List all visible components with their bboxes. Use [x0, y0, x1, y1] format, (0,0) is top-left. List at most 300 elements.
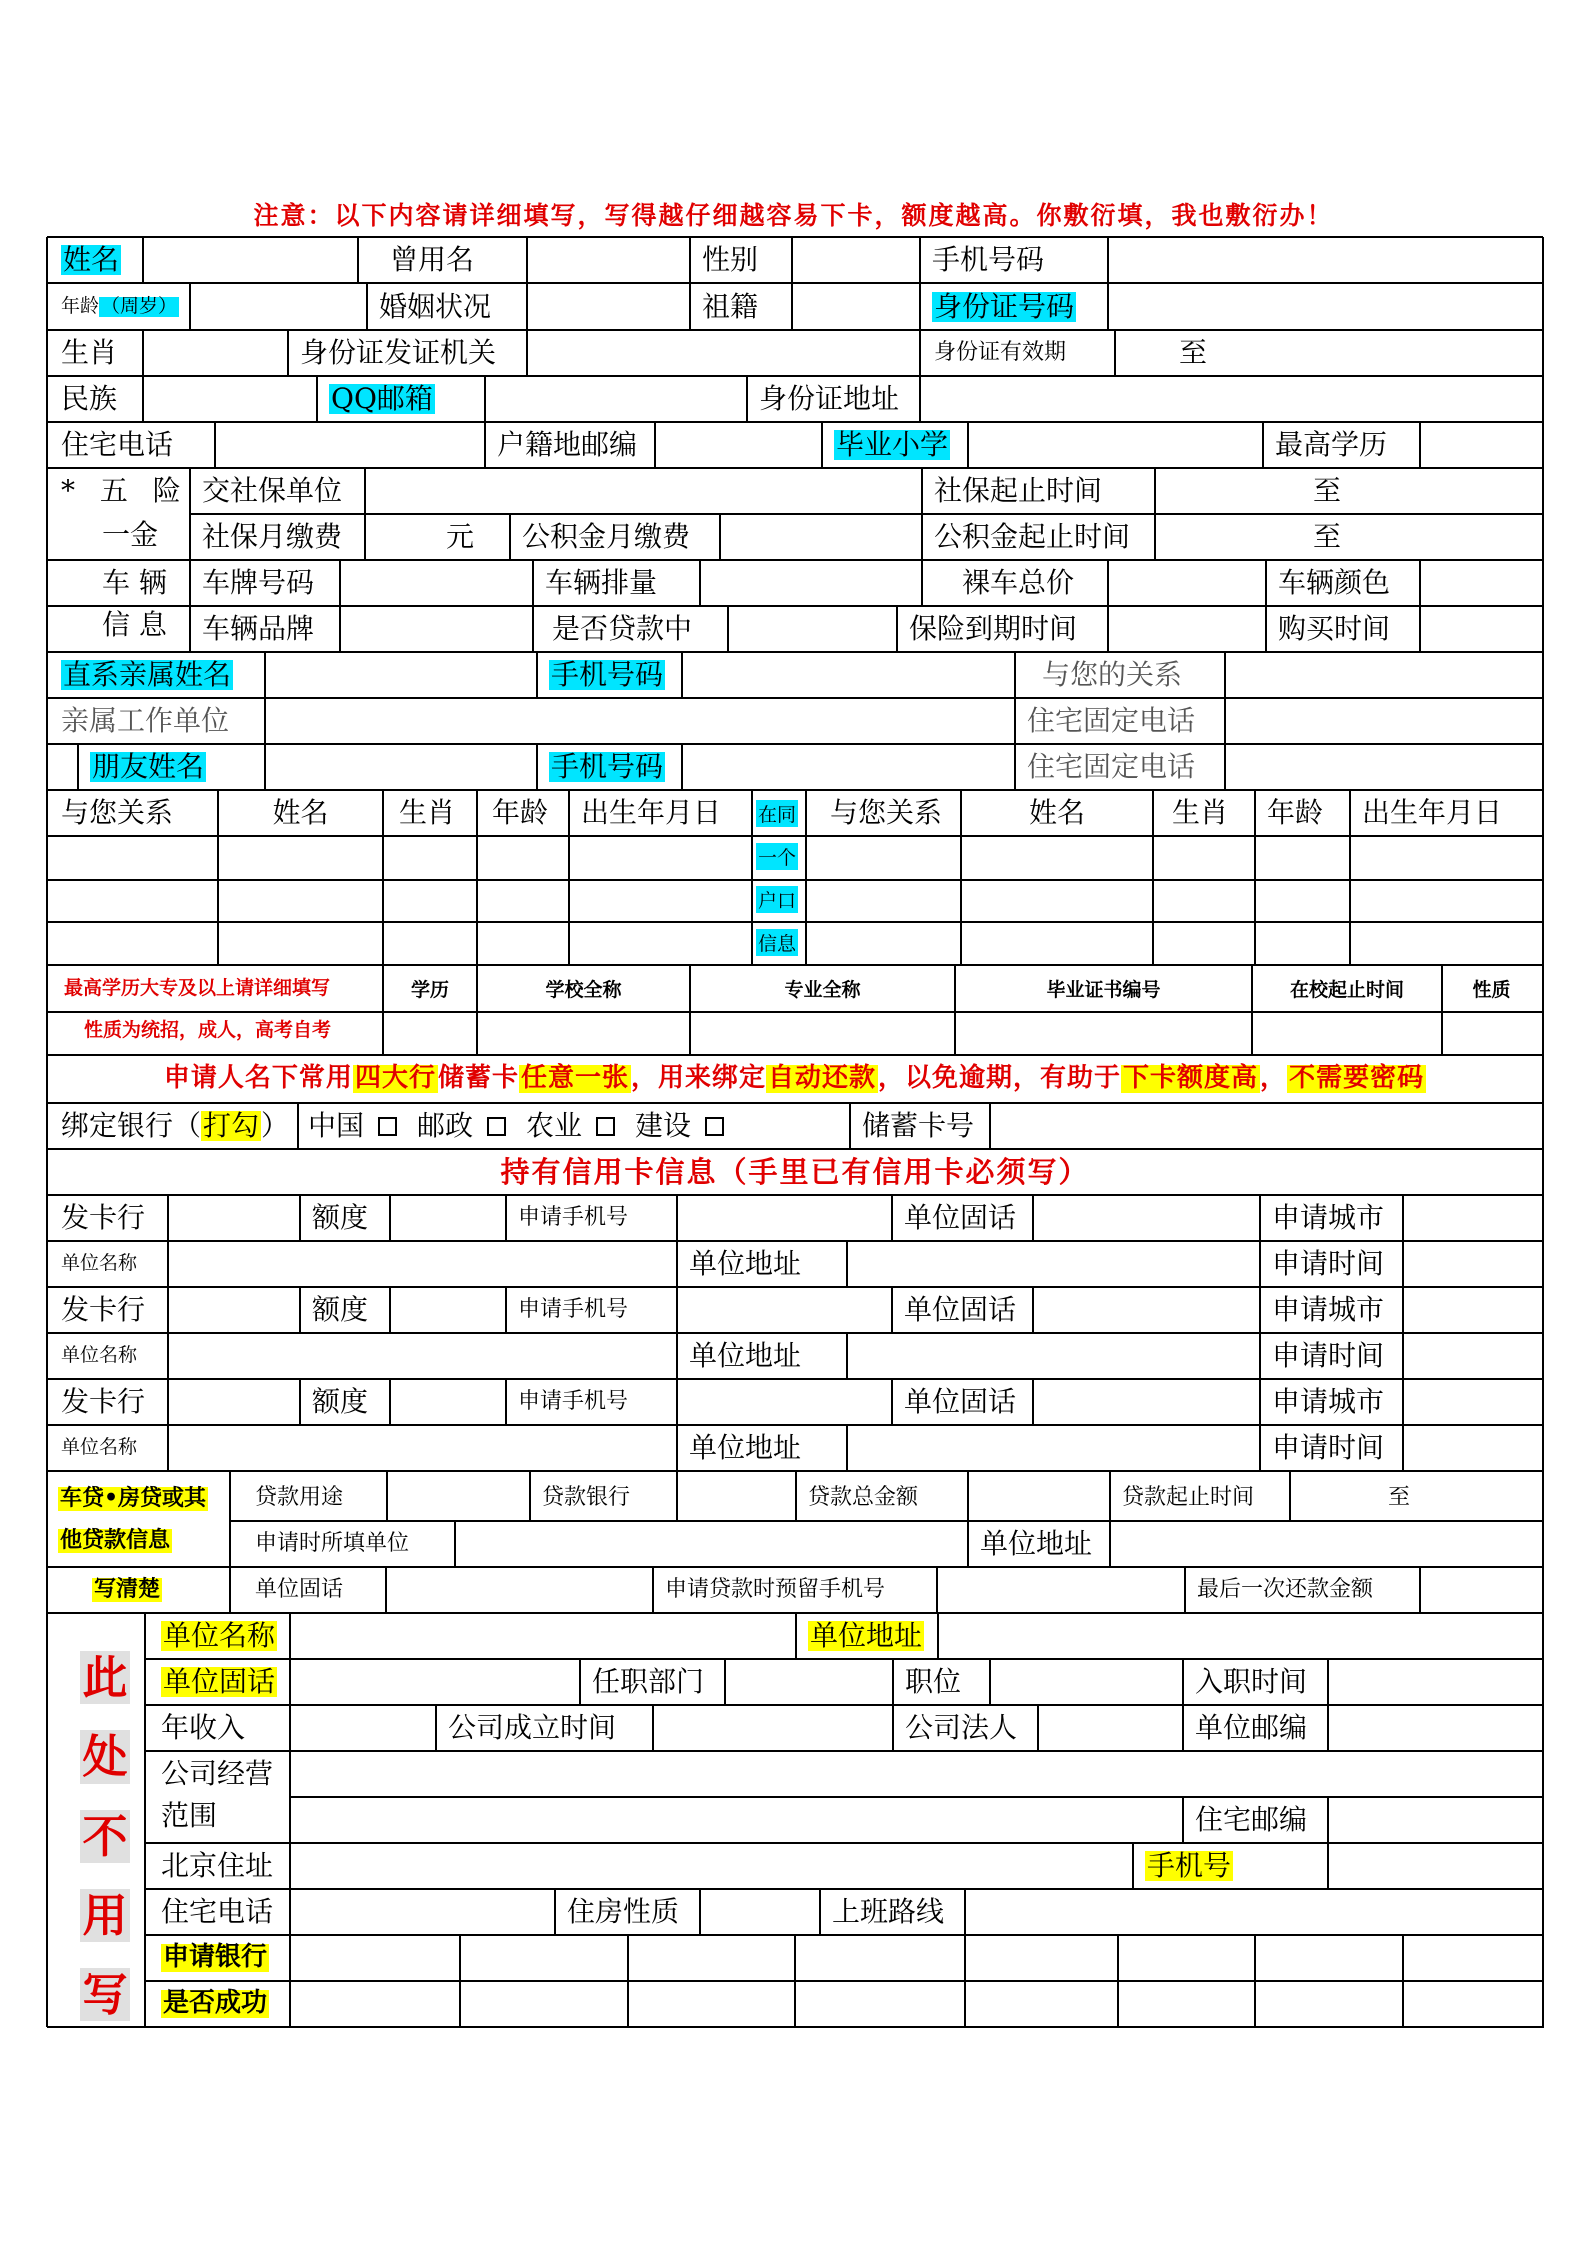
- cc3-limit-label: 额度: [312, 1385, 369, 1419]
- grid-line: [1184, 1567, 1186, 1613]
- office-work-phone-label: [149, 1659, 277, 1705]
- office-beijing-address-label: 北京住址: [161, 1849, 274, 1883]
- office-company-text: 单位名称: [163, 1619, 276, 1653]
- grid-line: [1265, 606, 1267, 652]
- grid-line: [144, 1613, 146, 2027]
- grid-line: [919, 330, 921, 376]
- loan-apply-employer-label: 申请时所填单位: [255, 1531, 410, 1557]
- grid-line: [676, 1379, 678, 1425]
- grid-line: [1327, 1705, 1329, 1751]
- grid-line: [297, 1103, 299, 1149]
- grid-line: [364, 468, 366, 514]
- cc2-apply-time-label: 申请时间: [1272, 1339, 1385, 1373]
- grid-line: [919, 237, 921, 283]
- grid-line: [47, 697, 1543, 699]
- grid-line: [47, 1424, 1543, 1426]
- former-name-label: 曾用名: [390, 243, 475, 277]
- grid-line: [554, 1889, 556, 1935]
- grid-line: [289, 1705, 291, 1751]
- cc2-city-label: 申请城市: [1272, 1293, 1385, 1327]
- grid-line: [536, 744, 538, 790]
- grid-line: [676, 1333, 678, 1379]
- grid-line: [47, 1566, 1543, 1568]
- grid-line: [299, 1195, 301, 1241]
- grid-line: [1402, 1425, 1404, 1471]
- edu-header-degree: 学历: [410, 979, 449, 1002]
- grid-line: [47, 1332, 1543, 1334]
- bank-youzheng-label: 邮政: [417, 1109, 474, 1143]
- grid-line: [214, 422, 216, 468]
- grid-line: [339, 606, 341, 652]
- grid-line: [47, 1011, 1543, 1013]
- office-address-label: [796, 1613, 924, 1659]
- grid-line: [846, 1241, 848, 1287]
- grid-line: [1117, 1935, 1119, 2027]
- bank-options: [298, 1103, 744, 1149]
- grid-line: [264, 652, 266, 698]
- grid-line: [1259, 1333, 1261, 1379]
- cc1-apply-time-label: 申请时间: [1272, 1247, 1385, 1281]
- grid-line: [290, 1796, 1543, 1798]
- grid-line: [47, 1378, 1543, 1380]
- grid-line: [47, 651, 1543, 653]
- insurance-section-1: * 五 险: [61, 474, 189, 508]
- bind-bank-label: [49, 1103, 289, 1149]
- office-home-postcode-label: 住宅邮编: [1195, 1803, 1308, 1837]
- insurance-period-to: 至: [1312, 474, 1341, 508]
- grid-line: [476, 790, 478, 965]
- grid-line: [967, 1521, 969, 1567]
- grid-line: [190, 513, 1543, 515]
- id-validity-to: 至: [1178, 336, 1207, 370]
- cc1-city-label: 申请城市: [1272, 1201, 1385, 1235]
- grid-line: [526, 283, 528, 330]
- grid-line: [230, 1520, 1543, 1522]
- grid-line: [47, 1054, 1543, 1056]
- fund-period-label: 公积金起止时间: [934, 520, 1131, 554]
- name-field[interactable]: [143, 237, 358, 283]
- insurance-section-2: 一金: [102, 518, 159, 552]
- loan-section-2: [58, 1520, 172, 1562]
- edu-header-nature: 性质: [1472, 979, 1511, 1002]
- household-middle-4: 信息: [756, 929, 798, 956]
- office-apply-bank-text: 申请银行: [163, 1942, 268, 1973]
- relative-name-text: 直系亲属姓名: [63, 658, 232, 692]
- loan-apply-mobile-label: 申请贷款时预留手机号: [665, 1577, 886, 1603]
- friend-home-phone-label: 住宅固定电话: [1027, 750, 1196, 784]
- bank-jianshe-checkbox[interactable]: [705, 1117, 724, 1136]
- grid-line: [189, 560, 191, 652]
- debit-p1: 申请人名下常用: [163, 1063, 353, 1094]
- household-header-birth-right: 出生年月日: [1362, 796, 1503, 830]
- relative-employer-label: 亲属工作单位: [61, 704, 230, 738]
- office-position-label: 职位: [905, 1665, 962, 1699]
- grid-line: [47, 329, 1543, 331]
- office-note-char-3: 不: [82, 1809, 128, 1863]
- office-scope-label-1: 公司经营: [161, 1757, 274, 1791]
- qq-email-text: QQ邮箱: [331, 382, 433, 416]
- grid-line: [896, 606, 898, 652]
- grid-line: [47, 559, 1543, 561]
- grid-line: [989, 1659, 991, 1705]
- grid-line: [299, 1379, 301, 1425]
- office-note-char-5: 写: [82, 1968, 128, 2021]
- grid-line: [167, 1425, 169, 1471]
- grid-line: [1224, 744, 1226, 790]
- edu-header-period: 在校起止时间: [1289, 979, 1404, 1002]
- grid-line: [676, 1287, 678, 1333]
- household-header-zodiac-right: 生肖: [1172, 796, 1229, 830]
- grid-line: [509, 514, 511, 560]
- grid-line: [167, 1287, 169, 1333]
- grid-line: [846, 1425, 848, 1471]
- grid-line: [47, 1194, 1543, 1196]
- insurance-monthly-label: 社保月缴费: [202, 520, 343, 554]
- office-income-label: 年收入: [161, 1711, 246, 1745]
- grid-line: [1402, 1195, 1404, 1241]
- bank-jianshe-label: 建设: [635, 1109, 692, 1143]
- grid-line: [652, 1567, 654, 1613]
- grid-line: [145, 1980, 1543, 1982]
- loan-section-1: [58, 1478, 208, 1520]
- grid-line: [681, 744, 683, 790]
- education-note-1: 最高学历大专及以上请详细填写: [64, 977, 331, 1000]
- household-middle-label: [752, 792, 802, 964]
- id-number-label: [920, 284, 1076, 330]
- grid-line: [454, 1521, 456, 1567]
- grid-line: [529, 1471, 531, 1521]
- loan-section-3-text: 写清楚: [94, 1576, 161, 1603]
- grid-line: [1327, 1659, 1329, 1705]
- id-issuer-label: 身份证发证机关: [300, 336, 497, 370]
- gender-label: 性别: [702, 243, 759, 277]
- grid-line: [689, 283, 691, 330]
- grid-line: [1327, 1797, 1329, 1843]
- office-scope-label-2: 范围: [161, 1799, 218, 1833]
- cc1-issuer-label: 发卡行: [61, 1201, 146, 1235]
- debit-p4: 任意一张: [520, 1063, 629, 1094]
- grid-line: [1419, 606, 1421, 652]
- bank-zhongguo-checkbox[interactable]: [378, 1117, 397, 1136]
- grid-line: [1349, 790, 1351, 965]
- grid-line: [751, 790, 753, 965]
- grid-line: [921, 560, 923, 606]
- loan-total-label: 贷款总金额: [808, 1485, 919, 1511]
- bind-bank-text: 绑定银行（: [61, 1109, 202, 1143]
- grid-line: [77, 744, 79, 790]
- office-apply-bank-label: [149, 1935, 269, 1981]
- grid-line: [264, 698, 266, 744]
- grid-line: [791, 237, 793, 283]
- grid-line: [1014, 744, 1016, 790]
- grid-line: [167, 1333, 169, 1379]
- grid-line: [1182, 1797, 1184, 1843]
- grid-line: [357, 237, 359, 283]
- loan-period-to: 至: [1387, 1485, 1410, 1511]
- grid-line: [794, 1935, 796, 2027]
- grid-line: [579, 1659, 581, 1705]
- native-place-label: 祖籍: [702, 290, 759, 324]
- grid-line: [892, 1705, 894, 1751]
- grid-line: [299, 1287, 301, 1333]
- friend-mobile-text: 手机号码: [551, 750, 664, 784]
- savings-card-label: 储蓄卡号: [862, 1109, 975, 1143]
- bank-nongye-label: 农业: [526, 1109, 583, 1143]
- relative-name-label: [49, 652, 233, 698]
- grid-line: [676, 1195, 678, 1241]
- grid-line: [964, 1935, 966, 2027]
- grid-line: [382, 965, 384, 1055]
- office-founded-label: 公司成立时间: [448, 1711, 617, 1745]
- age-text: 年龄: [61, 295, 100, 318]
- debit-p3: 储蓄卡: [437, 1063, 519, 1094]
- grid-line: [476, 965, 478, 1055]
- bank-zhongguo-label: 中国: [308, 1109, 365, 1143]
- grid-line: [459, 1935, 461, 2027]
- cc1-company-address-label: 单位地址: [689, 1247, 802, 1281]
- office-note-char-4: 用: [82, 1888, 128, 1942]
- grid-line: [46, 237, 48, 2027]
- grid-line: [1265, 560, 1267, 606]
- household-header-zodiac-left: 生肖: [399, 796, 456, 830]
- grid-line: [167, 1241, 169, 1287]
- name-label: [49, 237, 121, 283]
- grid-line: [1441, 965, 1443, 1055]
- grid-line: [389, 1379, 391, 1425]
- office-address-text: 单位地址: [810, 1619, 923, 1653]
- grid-line: [47, 1286, 1543, 1288]
- grid-line: [724, 1659, 726, 1705]
- grid-line: [389, 1287, 391, 1333]
- vehicle-section-1: 车 辆: [102, 566, 167, 600]
- displacement-label: 车辆排量: [545, 566, 658, 600]
- grid-line: [892, 1659, 894, 1705]
- debit-p6: 自动还款: [768, 1063, 877, 1094]
- grid-line: [699, 560, 701, 606]
- grid-line: [1132, 1843, 1134, 1889]
- grid-line: [937, 1613, 939, 1659]
- grid-line: [989, 1103, 991, 1149]
- grid-line: [1402, 1379, 1404, 1425]
- grid-line: [1327, 1843, 1329, 1889]
- grid-line: [145, 1750, 1543, 1752]
- grid-line: [1114, 330, 1116, 376]
- grid-line: [1224, 652, 1226, 698]
- grid-line: [891, 1287, 893, 1333]
- grid-line: [699, 1889, 701, 1935]
- grid-line: [681, 652, 683, 698]
- grid-line: [676, 1241, 678, 1287]
- grid-line: [526, 330, 528, 376]
- grid-line: [795, 1471, 797, 1521]
- grid-line: [967, 422, 969, 468]
- bank-youzheng-checkbox[interactable]: [487, 1117, 506, 1136]
- education-note-2: 性质为统招，成人，高考自考: [84, 1019, 332, 1042]
- grid-line: [1542, 237, 1544, 2027]
- debit-p10: 不需要密码: [1289, 1063, 1425, 1094]
- id-number-text: 身份证号码: [934, 290, 1075, 324]
- cc3-apply-mobile-label: 申请手机号: [518, 1389, 629, 1415]
- marital-label: 婚姻状况: [379, 290, 492, 324]
- grid-line: [1259, 1379, 1261, 1425]
- grid-line: [1254, 1935, 1256, 2027]
- age-unit: （周岁）: [101, 295, 178, 318]
- grid-line: [1259, 1287, 1261, 1333]
- household-header-age-right: 年龄: [1267, 796, 1324, 830]
- bank-nongye-checkbox[interactable]: [596, 1117, 615, 1136]
- grid-line: [1259, 1195, 1261, 1241]
- household-middle-2: 一个: [756, 843, 798, 870]
- ethnicity-label: 民族: [61, 382, 118, 416]
- grid-line: [921, 514, 923, 560]
- household-header-relation-right: 与您关系: [830, 796, 943, 830]
- household-middle-1: 在同: [756, 800, 798, 827]
- grid-line: [1402, 1241, 1404, 1287]
- grid-line: [795, 1613, 797, 1659]
- grid-line: [964, 1889, 966, 1935]
- grid-line: [627, 1935, 629, 2027]
- loan-purpose-label: 贷款用途: [255, 1485, 344, 1511]
- office-work-phone-text: 单位固话: [163, 1665, 276, 1699]
- grid-line: [142, 237, 144, 283]
- grid-line: [954, 965, 956, 1055]
- grid-line: [676, 1471, 678, 1521]
- grid-line: [484, 376, 486, 422]
- cc2-company-label: 单位名称: [61, 1344, 138, 1367]
- grid-line: [921, 468, 923, 514]
- grid-line: [568, 790, 570, 965]
- edu-header-certificate: 毕业证书编号: [1046, 979, 1161, 1002]
- grid-line: [1262, 422, 1264, 468]
- relative-home-phone-label: 住宅固定电话: [1027, 704, 1196, 738]
- education-label: 最高学历: [1275, 428, 1388, 462]
- grid-line: [189, 283, 191, 330]
- grid-line: [47, 375, 1543, 377]
- grid-line: [1032, 1287, 1034, 1333]
- grid-line: [47, 282, 1543, 284]
- grid-line: [289, 1659, 291, 1705]
- friend-name-text: 朋友姓名: [92, 750, 205, 784]
- office-note-char-1: 此: [82, 1651, 128, 1704]
- office-legal-rep-label: 公司法人: [905, 1711, 1018, 1745]
- grid-line: [689, 237, 691, 283]
- cc3-city-label: 申请城市: [1272, 1385, 1385, 1419]
- grid-line: [1037, 1705, 1039, 1751]
- grid-line: [47, 879, 1543, 881]
- office-company-label: [149, 1613, 277, 1659]
- grid-line: [849, 1103, 851, 1149]
- grid-line: [1107, 283, 1109, 330]
- grid-line: [1251, 965, 1253, 1055]
- office-use-note: [80, 1638, 130, 2034]
- grid-line: [1182, 1705, 1184, 1751]
- grid-line: [676, 1425, 678, 1471]
- grid-line: [967, 1471, 969, 1521]
- grid-line: [891, 1195, 893, 1241]
- loan-section-1-text: 车贷•房贷或其: [60, 1485, 207, 1512]
- cc1-limit-label: 额度: [312, 1201, 369, 1235]
- grid-line: [1032, 1195, 1034, 1241]
- household-header-name-left: 姓名: [272, 796, 329, 830]
- grid-line: [1259, 1241, 1261, 1287]
- loan-section-2-text: 他贷款信息: [60, 1527, 171, 1554]
- cc3-company-address-label: 单位地址: [689, 1431, 802, 1465]
- grid-line: [791, 283, 793, 330]
- grid-line: [654, 422, 656, 468]
- color-label: 车辆颜色: [1278, 566, 1391, 600]
- grid-line: [145, 1658, 1543, 1660]
- grid-line: [264, 744, 266, 790]
- grid-line: [891, 1379, 893, 1425]
- grid-line: [47, 835, 1543, 837]
- loan-bank-label: 贷款银行: [542, 1485, 631, 1511]
- office-note-char-2: 处: [82, 1730, 128, 1784]
- grid-line: [1402, 1287, 1404, 1333]
- grid-line: [287, 330, 289, 376]
- id-validity-label: 身份证有效期: [934, 340, 1067, 366]
- name-text: 姓名: [63, 243, 120, 277]
- grid-line: [505, 1195, 507, 1241]
- grid-line: [1154, 514, 1156, 560]
- cc1-work-phone-label: 单位固话: [904, 1201, 1017, 1235]
- grid-line: [1109, 1521, 1111, 1567]
- edu-header-school: 学校全称: [545, 979, 622, 1002]
- qq-email-label: [317, 376, 435, 422]
- grid-line: [339, 560, 341, 606]
- grid-line: [505, 1287, 507, 1333]
- grid-line: [746, 376, 748, 422]
- grid-line: [1014, 652, 1016, 698]
- grid-line: [1419, 422, 1421, 468]
- office-join-time-label: 入职时间: [1195, 1665, 1308, 1699]
- grid-line: [289, 1843, 291, 1889]
- loan-address-label: 单位地址: [980, 1527, 1093, 1561]
- relative-mobile-label: [537, 652, 665, 698]
- household-header-name-right: 姓名: [1028, 796, 1085, 830]
- cc1-apply-mobile-label: 申请手机号: [518, 1205, 629, 1231]
- grid-line: [846, 1333, 848, 1379]
- grid-line: [1107, 606, 1109, 652]
- grid-line: [189, 468, 191, 560]
- age-label: [49, 284, 179, 330]
- cc2-company-address-label: 单位地址: [689, 1339, 802, 1373]
- debit-p7: ，以免逾期，有助于: [878, 1063, 1122, 1094]
- debit-p9: ，: [1260, 1063, 1288, 1094]
- grid-line: [382, 790, 384, 965]
- grid-line: [190, 605, 1543, 607]
- grid-line: [652, 1705, 654, 1751]
- grid-line: [145, 1704, 1543, 1706]
- insurance-expiry-label: 保险到期时间: [909, 612, 1078, 646]
- grid-line: [532, 560, 534, 606]
- grid-line: [289, 1889, 291, 1935]
- credit-card-title: 持有信用卡信息（手里已有信用卡必须写）: [500, 1154, 1090, 1189]
- vehicle-loan-label: 是否贷款中: [552, 612, 693, 646]
- office-mobile-label: [1133, 1843, 1233, 1889]
- cc1-company-label: 单位名称: [61, 1252, 138, 1275]
- insurance-employer-label: 交社保单位: [202, 474, 343, 508]
- grid-line: [960, 790, 962, 965]
- grid-line: [719, 514, 721, 560]
- bind-bank-close: ）: [261, 1109, 290, 1143]
- grid-line: [821, 422, 823, 468]
- grid-line: [819, 1889, 821, 1935]
- grid-line: [47, 1102, 1543, 1104]
- grid-line: [435, 1705, 437, 1751]
- fund-monthly-label: 公积金月缴费: [522, 520, 691, 554]
- grid-line: [364, 514, 366, 560]
- debit-p5: ，用来绑定: [630, 1063, 766, 1094]
